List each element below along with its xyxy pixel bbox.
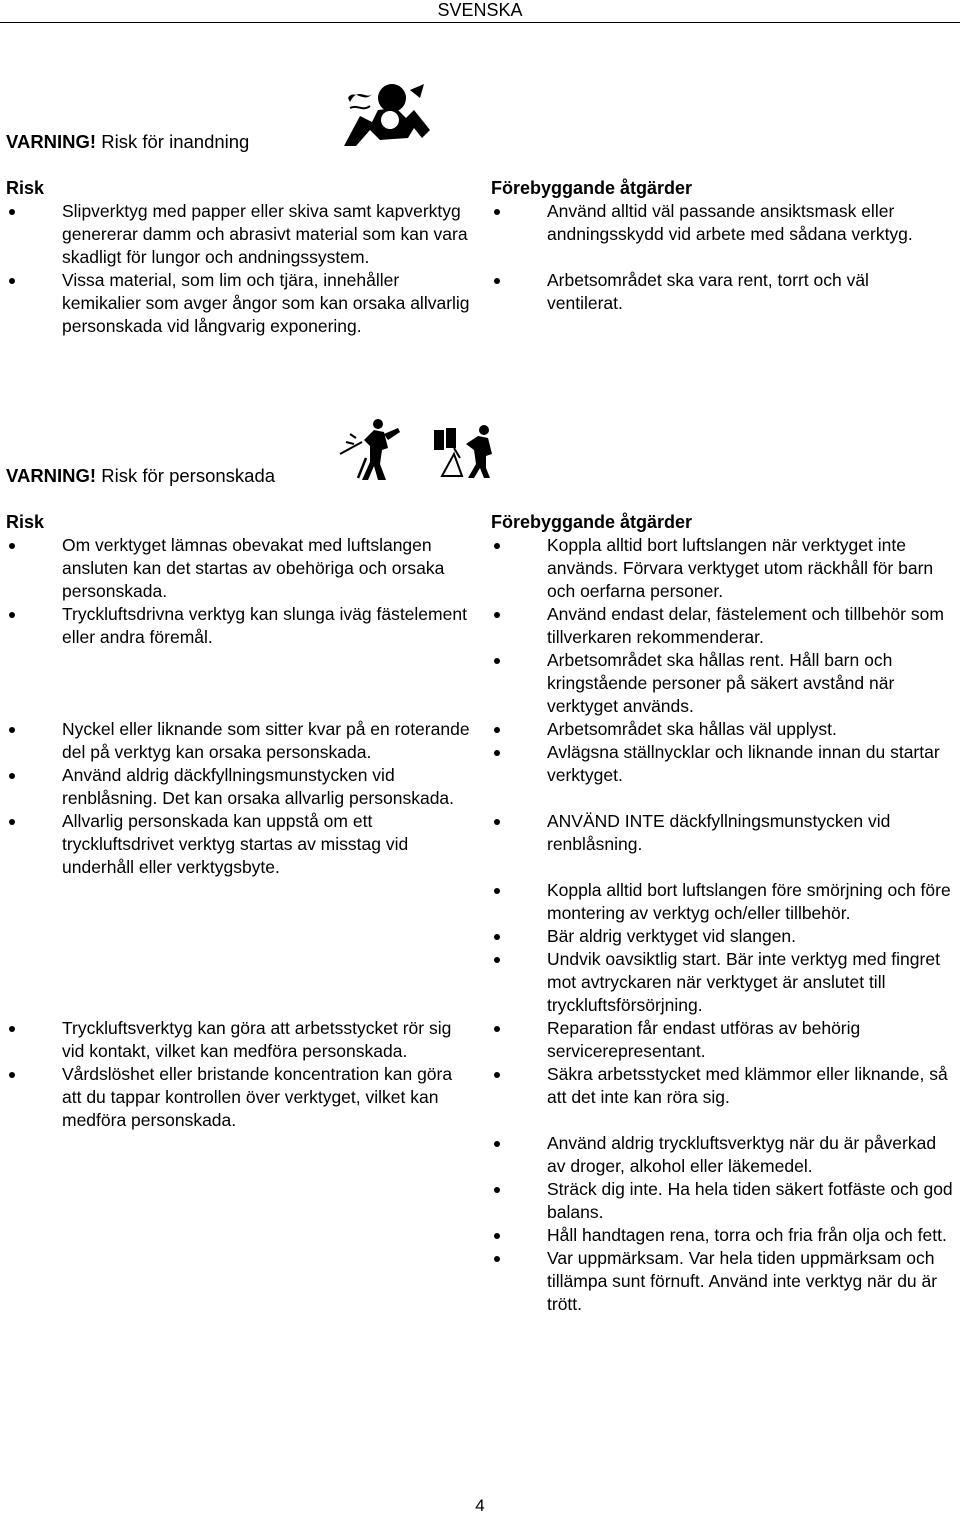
flying-debris-icon	[338, 418, 404, 482]
list-item: Använd endast delar, fästelement och tillbehör som tillverkaren rekommenderar.	[491, 603, 956, 649]
page-header-language: SVENSKA	[437, 0, 523, 20]
list-item: Om verktyget lämnas obevakat med luftslangen ansluten kan det startas av obehöriga och orsaka personskada.	[6, 534, 476, 603]
warning-text: Risk för inandning	[96, 131, 250, 152]
warning-injury-title	[6, 464, 275, 487]
list-item: Håll handtagen rena, torra och fria från olja och fett.	[491, 1224, 956, 1247]
list-item: Avlägsna ställnycklar och liknande innan du startar verktyget.	[491, 741, 956, 787]
measures-heading: Förebyggande åtgärder	[491, 512, 693, 532]
list-item: Koppla alltid bort luftslangen före smörjning och före montering av verktyg och/eller tillbehör.	[491, 879, 956, 925]
risk-heading: Risk	[6, 512, 45, 532]
list-item: Använd aldrig tryckluftsverktyg när du är påverkad av droger, alkohol eller läkemedel.	[491, 1132, 956, 1178]
measures-list-inhalation	[491, 200, 941, 315]
list-item: Undvik oavsiktlig start. Bär inte verktyg med fingret mot avtryckaren när verktyget är anslutet till tryckluftsförsörjning.	[491, 948, 956, 1017]
list-item: ANVÄND INTE däckfyllningsmunstycken vid renblåsning.	[491, 810, 956, 856]
list-item: Sträck dig inte. Ha hela tiden säkert fotfäste och god balans.	[491, 1178, 956, 1224]
list-item: Koppla alltid bort luftslangen när verktyget inte används. Förvara verktyget utom räckhåll för barn och oerfarna personer.	[491, 534, 956, 603]
warning-word: VARNING!	[6, 131, 97, 152]
risk-heading: Risk	[6, 178, 45, 198]
respiratory-hazard-icon	[340, 80, 432, 146]
list-item: Allvarlig personskada kan uppstå om ett tryckluftsdrivet verktyg startas av misstag vid underhåll eller verktygsbyte.	[6, 810, 476, 879]
list-item: Tryckluftsverktyg kan göra att arbetsstycket rör sig vid kontakt, vilket kan medföra personskada.	[6, 1017, 476, 1063]
list-item: Arbetsområdet ska hållas rent. Håll barn och kringstående personer på säkert avstånd när verktyget används.	[491, 649, 956, 718]
page-number: 4	[475, 1496, 485, 1515]
list-item: Säkra arbetsstycket med klämmor eller liknande, så att det inte kan röra sig.	[491, 1063, 956, 1109]
list-item: Var uppmärksam. Var hela tiden uppmärksam och tillämpa sunt förnuft. Använd inte verktyg när du är trött.	[491, 1247, 956, 1316]
struck-by-object-icon	[432, 424, 498, 480]
list-item: Slipverktyg med papper eller skiva samt kapverktyg genererar damm och abrasivt material som kan vara skadligt för lungor och andningssystem.	[6, 200, 476, 269]
list-item: Vårdslöshet eller bristande koncentration kan göra att du tappar kontrollen över verktyget, vilket kan medföra personskada.	[6, 1063, 476, 1132]
warning-inhalation-title	[6, 130, 249, 153]
list-item: Arbetsområdet ska vara rent, torrt och väl ventilerat.	[491, 269, 941, 315]
warning-text: Risk för personskada	[96, 465, 276, 486]
list-item: Använd aldrig däckfyllningsmunstycken vid renblåsning. Det kan orsaka allvarlig personskada.	[6, 764, 476, 810]
header-rule	[0, 22, 960, 23]
measures-heading: Förebyggande åtgärder	[491, 178, 693, 198]
list-item: Använd alltid väl passande ansiktsmask eller andningsskydd vid arbete med sådana verktyg.	[491, 200, 941, 246]
risk-list-inhalation	[6, 200, 476, 338]
measures-list-injury	[491, 534, 956, 1316]
list-item: Nyckel eller liknande som sitter kvar på en roterande del på verktyg kan orsaka personskada.	[6, 718, 476, 764]
list-item: Bär aldrig verktyget vid slangen.	[491, 925, 956, 948]
risk-list-injury	[6, 534, 476, 1132]
list-item: Tryckluftsdrivna verktyg kan slunga iväg fästelement eller andra föremål.	[6, 603, 476, 649]
list-item: Reparation får endast utföras av behörig servicerepresentant.	[491, 1017, 956, 1063]
list-item: Arbetsområdet ska hållas väl upplyst.	[491, 718, 956, 741]
warning-word: VARNING!	[6, 465, 97, 486]
list-item: Vissa material, som lim och tjära, innehåller kemikalier som avger ångor som kan orsaka allvarlig personskada vid långvarig exponering.	[6, 269, 476, 338]
